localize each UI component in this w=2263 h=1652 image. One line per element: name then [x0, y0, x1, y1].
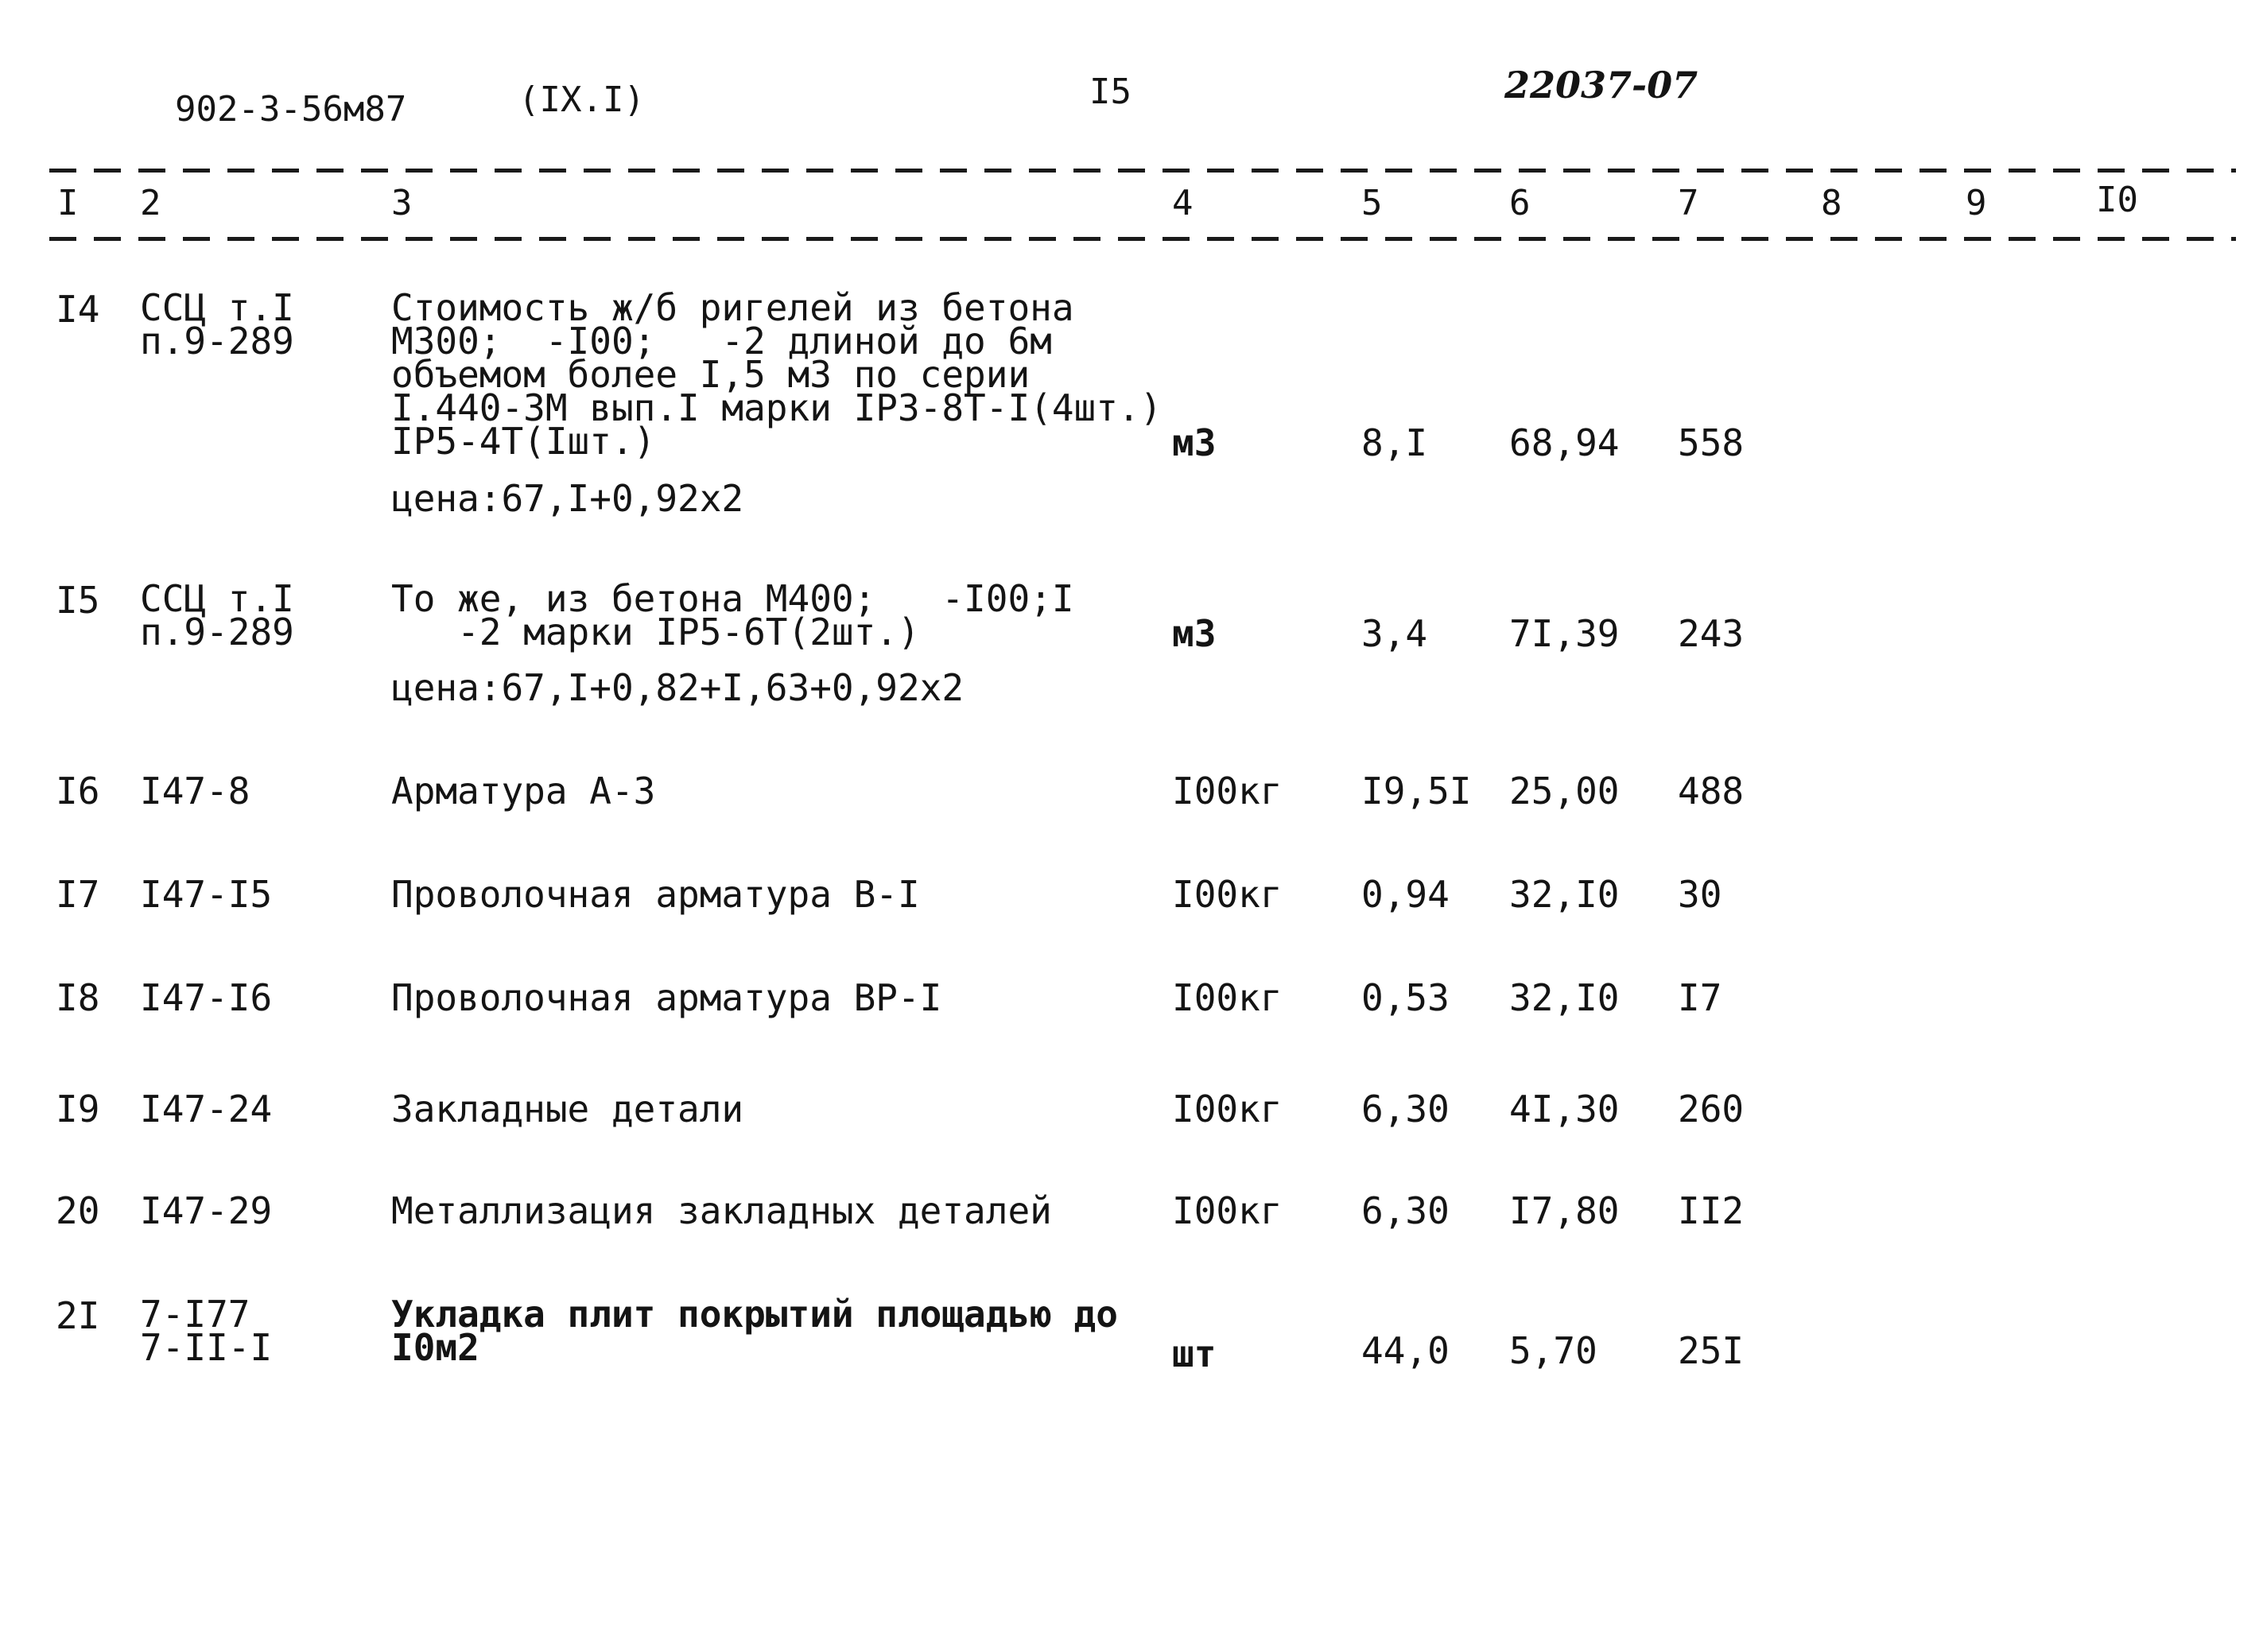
- row-code: ССЦ т.I п.9-289: [140, 286, 294, 363]
- column-header: 5: [1361, 183, 1383, 223]
- row-description: Металлизация закладных деталей: [391, 1189, 1052, 1232]
- row-quantity: 8,I: [1361, 421, 1428, 464]
- row-code: ССЦ т.I п.9-289: [140, 577, 294, 653]
- row-total: 25I: [1678, 1329, 1745, 1372]
- row-code: I47-I5: [140, 873, 273, 916]
- row-quantity: 0,94: [1361, 873, 1450, 916]
- row-quantity: 3,4: [1361, 612, 1428, 655]
- column-header: 8: [1821, 183, 1842, 223]
- row-quantity: 6,30: [1361, 1088, 1450, 1130]
- row-unit: м3: [1172, 421, 1217, 464]
- row-number: I4: [56, 288, 100, 331]
- row-number: I7: [56, 873, 100, 916]
- row-unit-cost: 7I,39: [1509, 612, 1620, 655]
- row-quantity: 44,0: [1361, 1329, 1450, 1372]
- row-description: Проволочная арматура ВР-I: [391, 976, 942, 1019]
- row-total: 488: [1678, 770, 1745, 812]
- row-unit: м3: [1172, 612, 1217, 655]
- row-code: I47-I6: [140, 976, 273, 1019]
- row-description: Закладные детали: [391, 1088, 744, 1130]
- row-unit-cost: 4I,30: [1509, 1088, 1620, 1130]
- handwritten-stamp: 22037-07: [1504, 64, 1698, 107]
- row-total: 243: [1678, 612, 1745, 655]
- column-header: I0: [2096, 180, 2138, 220]
- header-top-divider: [49, 169, 2236, 173]
- row-code: I47-29: [140, 1189, 273, 1232]
- row-total: 558: [1678, 421, 1745, 464]
- row-code: I47-24: [140, 1088, 273, 1130]
- column-header: 2: [140, 183, 161, 223]
- row-quantity: 0,53: [1361, 976, 1450, 1019]
- row-number: I5: [56, 579, 100, 622]
- row-description: Проволочная арматура В-I: [391, 873, 920, 916]
- row-number: I8: [56, 976, 100, 1019]
- row-description: Арматура А-3: [391, 770, 656, 812]
- row-quantity: 6,30: [1361, 1189, 1450, 1232]
- row-total: I7: [1678, 976, 1722, 1019]
- row-unit: I00кг: [1172, 976, 1283, 1019]
- row-total: 30: [1678, 873, 1722, 916]
- page-number: I5: [1089, 72, 1132, 112]
- section-code: (IX.I): [518, 79, 645, 120]
- row-unit: I00кг: [1172, 1088, 1283, 1130]
- column-header: 9: [1966, 183, 1987, 223]
- row-code: I47-8: [140, 770, 250, 812]
- row-description: Укладка плит покрытий площадью до I0м2: [391, 1293, 1118, 1369]
- column-header: 7: [1678, 183, 1699, 223]
- row-description: Стоимость ж/б ригелей из бетона М300; -I00; -2 длиной до 6м объемом более I,5 м3 по серии I.440-3М вып.I марки IР3-8Т-I(4шт.) IР5-4Т(Iшт.): [391, 286, 1163, 463]
- row-number: I9: [56, 1088, 100, 1130]
- row-unit: шт: [1172, 1332, 1217, 1375]
- row-unit-cost: 68,94: [1509, 421, 1620, 464]
- row-number: I6: [56, 770, 100, 812]
- column-header: 4: [1172, 183, 1194, 223]
- row-unit-cost: 25,00: [1509, 770, 1620, 812]
- row-price-note: цена:67,I+0,92х2: [391, 477, 744, 520]
- row-unit: I00кг: [1172, 1189, 1283, 1232]
- row-unit: I00кг: [1172, 873, 1283, 916]
- row-description: То же, из бетона М400; -I00;I -2 марки IР5-6Т(2шт.): [391, 577, 1074, 653]
- column-header: 3: [391, 183, 413, 223]
- row-unit-cost: 5,70: [1509, 1329, 1597, 1372]
- row-code: 7-I77 7-II-I: [140, 1293, 273, 1369]
- column-header: I: [57, 183, 79, 223]
- row-total: 260: [1678, 1088, 1745, 1130]
- row-number: 2I: [56, 1294, 100, 1337]
- row-unit: I00кг: [1172, 770, 1283, 812]
- header-bottom-divider: [49, 237, 2236, 241]
- row-unit-cost: 32,I0: [1509, 873, 1620, 916]
- document-code: 902-3-56м87: [175, 89, 407, 130]
- row-number: 20: [56, 1189, 100, 1232]
- row-unit-cost: I7,80: [1509, 1189, 1620, 1232]
- row-quantity: I9,5I: [1361, 770, 1472, 812]
- column-header: 6: [1509, 183, 1531, 223]
- row-unit-cost: 32,I0: [1509, 976, 1620, 1019]
- row-total: II2: [1678, 1189, 1745, 1232]
- row-price-note: цена:67,I+0,82+I,63+0,92х2: [391, 666, 965, 709]
